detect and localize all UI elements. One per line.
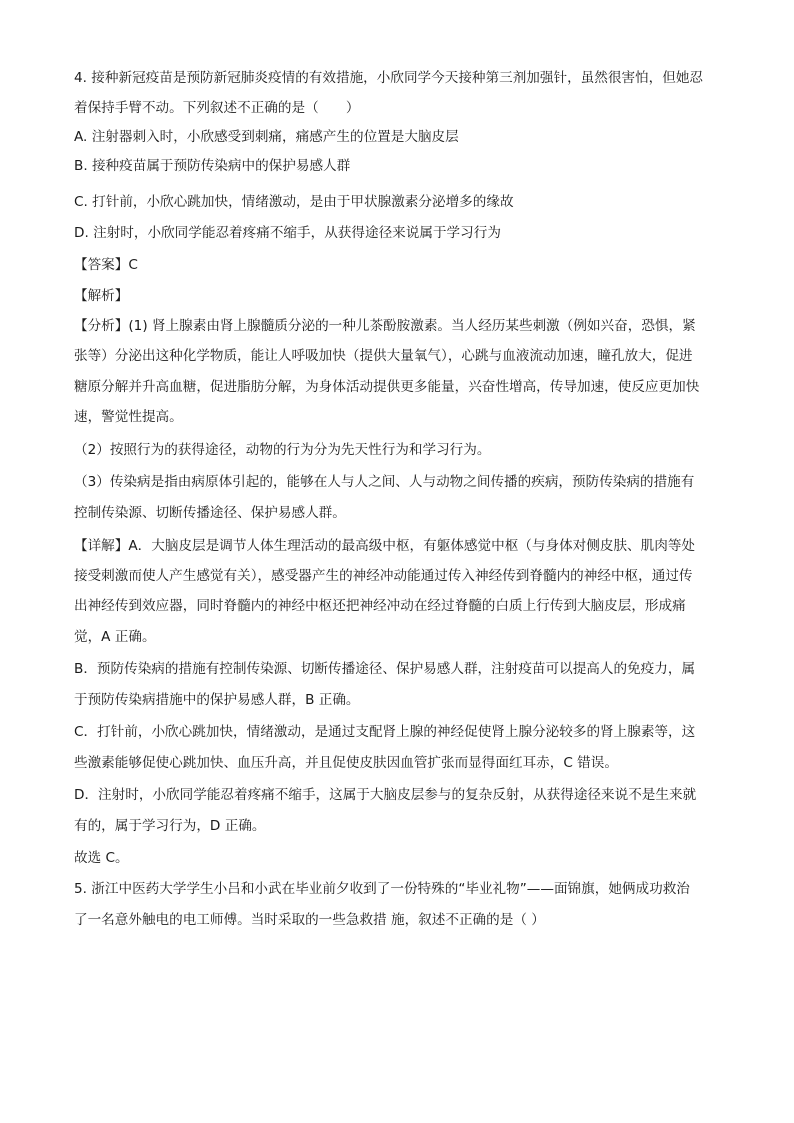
q4-xiangjie-a-line1: 【详解】A．大脑皮层是调节人体生理活动的最高级中枢，有躯体感觉中枢（与身体对侧皮肤、肌肉等处 <box>74 538 696 554</box>
q4-fenxi-line4: 速，警觉性提高。 <box>74 409 183 425</box>
q4-conclusion: 故选 C。 <box>74 850 129 866</box>
q4-xiangjie-b-line2: 于预防传染病措施中的保护易感人群，B 正确。 <box>74 692 360 708</box>
q4-analysis-title: 【解析】 <box>74 288 129 304</box>
q4-fenxi-line7: 控制传染源、切断传播途径、保护易感人群。 <box>74 505 346 521</box>
q4-fenxi-line6: （3）传染病是指由病原体引起的，能够在人与人之间、人与动物之间传播的疾病，预防传染病的措施有 <box>74 474 695 490</box>
q4-option-c: C. 打针前，小欣心跳加快，情绪激动，是由于甲状腺激素分泌增多的缘故 <box>74 194 514 210</box>
q4-option-a: A. 注射器刺入时，小欣感受到刺痛，痛感产生的位置是大脑皮层 <box>74 129 459 145</box>
q4-xiangjie-a-line3: 出神经传到效应器，同时脊髓内的神经中枢还把神经冲动在经过脊髓的白质上行传到大脑皮层，形成痛 <box>74 598 686 614</box>
q4-fenxi-line5: （2）按照行为的获得途径，动物的行为分为先天性行为和学习行为。 <box>74 442 491 458</box>
q4-fenxi-line3: 糖原分解并升高血糖，促进脂肪分解，为身体活动提供更多能量，兴奋性增高，传导加速，使反应更加快 <box>74 379 700 395</box>
q4-option-b: B. 接种疫苗属于预防传染病中的保护易感人群 <box>74 158 351 174</box>
q4-fenxi-line2: 张等）分泌出这种化学物质，能让人呼吸加快（提供大量氧气），心跳与血液流动加速，瞳孔放大，促进 <box>74 348 693 364</box>
q4-stem-line1: 4. 接种新冠疫苗是预防新冠肺炎疫情的有效措施，小欣同学今天接种第三剂加强针，虽然很害怕，但她忍 <box>74 70 704 86</box>
q4-xiangjie-d-line1: D．注射时，小欣同学能忍着疼痛不缩手，这属于大脑皮层参与的复杂反射，从获得途径来说不是生来就 <box>74 787 697 803</box>
q4-fenxi-line1: 【分析】(1) 肾上腺素由肾上腺髓质分泌的一种儿茶酚胺激素。当人经历某些刺激（例如兴奋，恐惧，紧 <box>74 318 696 334</box>
q4-xiangjie-c-line2: 些激素能够促使心跳加快、血压升高，并且促使皮肤因血管扩张而显得面红耳赤，C 错误。 <box>74 755 618 771</box>
q5-stem-line2: 了一名意外触电的电工师傅。当时采取的一些急救措 施，叙述不正确的是（ ） <box>74 912 545 928</box>
q5-stem-line1: 5. 浙江中医药大学学生小吕和小武在毕业前夕收到了一份特殊的“毕业礼物”——面锦旗，她俩成功救治 <box>74 881 690 897</box>
q4-xiangjie-b-line1: B．预防传染病的措施有控制传染源、切断传播途径、保护易感人群，注射疫苗可以提高人的免疫力，属 <box>74 661 696 677</box>
q4-xiangjie-c-line1: C．打针前，小欣心跳加快，情绪激动，是通过支配肾上腺的神经促使肾上腺分泌较多的肾上腺素等，这 <box>74 724 696 740</box>
q4-xiangjie-d-line2: 有的，属于学习行为，D 正确。 <box>74 818 266 834</box>
q4-stem-line2: 着保持手臂不动。下列叙述不正确的是（ ） <box>74 100 360 116</box>
q4-option-d: D. 注射时，小欣同学能忍着疼痛不缩手，从获得途径来说属于学习行为 <box>74 225 501 241</box>
q4-xiangjie-a-line4: 觉，A 正确。 <box>74 629 156 645</box>
q4-answer: 【答案】C <box>74 257 138 273</box>
q4-xiangjie-a-line2: 接受刺激而使人产生感觉有关），感受器产生的神经冲动能通过传入神经传到脊髓内的神经中枢，通过传 <box>74 568 693 584</box>
